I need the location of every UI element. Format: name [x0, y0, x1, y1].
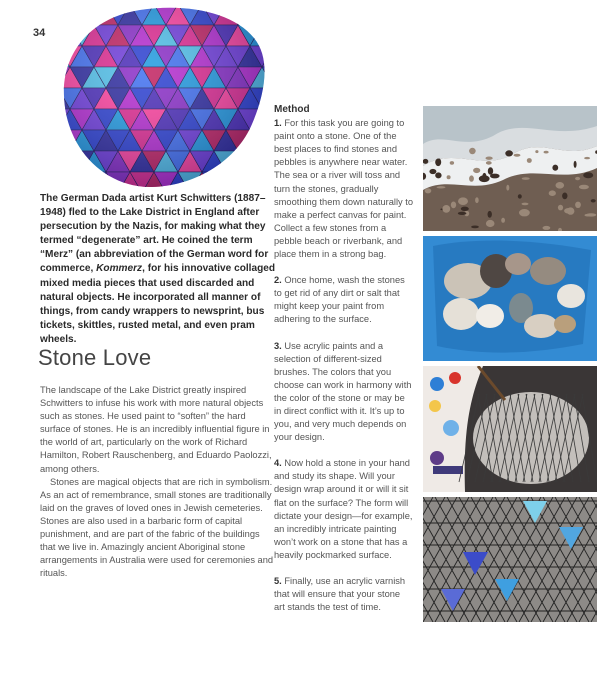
page-number: 34	[33, 27, 46, 39]
step-number: 5.	[274, 576, 282, 586]
step-number: 3.	[274, 340, 282, 351]
step-text: Finally, use an acrylic varnish that will ensure that your stone art stands the test of time.	[274, 576, 406, 613]
body-text	[40, 384, 276, 580]
intro-text	[40, 192, 276, 347]
method-step	[274, 575, 413, 614]
method-section	[274, 103, 413, 627]
body-paragraph: The landscape of the Lake District greatly inspired Schwitters to infuse his work with more natural objects such as stones. He used paint to “soften” the hard surface of stones. He is an incredibly influential figure in the world of art, particularly on the work of Richard Hamilton, Robert Rauschenberg, and Eduardo Paolozzi, among others.	[40, 385, 272, 474]
step-text: For this task you are going to paint onto a stone. One of the best places to find stones and pebbles is anywhere near water. The sea or a river will toss and turn the stones, gradually smoothing them down naturally to make a perfect canvas for paint. Collect a few stones from a pebble beach or riverbank, and place them in a strong bag.	[274, 118, 414, 260]
method-step	[274, 274, 413, 326]
step-text: Once home, wash the stones to get rid of any dirt or salt that might keep your paint from adhering to the surface.	[274, 275, 405, 325]
section-title: Stone Love	[38, 345, 152, 370]
beach-pebbles-photo	[423, 106, 597, 231]
body-paragraph: Stones are magical objects that are rich in symbolism. As an act of remembrance, small stones are traditionally laid on the graves of loved ones in Jewish cemeteries. Stones are also used in a barbaric form of capital punishment, and are part of the fabric of the buildings that we live in. Amazingly ancient Aboriginal stone arrangements in Australia were used for ceremonies and rituals.	[40, 476, 274, 579]
method-step	[274, 340, 413, 445]
intro-text-part: , for his innovative collaged mixed media pieces that used discarded and natural objects. He incorporated all manner of things, from candy wrappers to newsprint, bus tickets, skittles, rusted metal, and even pram wheels.	[40, 263, 276, 345]
method-heading: Method	[274, 104, 310, 115]
intro-text-part: The German Dada artist Kurt Schwitters (1887–1948) fled to the Lake District in England after persecution by the Nazis, for making what they termed “degenerate” art. He coined the term “Merz” (an abbreviation of the German word for commerce,	[40, 193, 269, 275]
stones-in-bag-photo	[423, 236, 597, 361]
method-step	[274, 457, 413, 562]
intro-text-italic: Kommerz	[96, 263, 143, 275]
step-text: Use acrylic paints and a selection of different-sized brushes. The colors that you choose can work in harmony with the color of the stone or may be in direct conflict with it. It’s up to you, and very much depends on your design.	[274, 340, 412, 443]
painted-stone-image	[58, 4, 268, 189]
step-text: Now hold a stone in your hand and study its shape. Will your design wrap around it or will it sit flat on the surface? The form will dictate your design—for example, an incredibly intricate painting won’t work on a stone that has a heavily pockmarked surface.	[274, 458, 413, 560]
painting-stone-photo	[423, 366, 597, 492]
step-number: 2.	[274, 275, 282, 286]
step-number: 4.	[274, 458, 282, 469]
step-number: 1.	[274, 118, 282, 129]
painted-stone-closeup-photo	[423, 497, 597, 622]
method-step	[274, 117, 413, 261]
